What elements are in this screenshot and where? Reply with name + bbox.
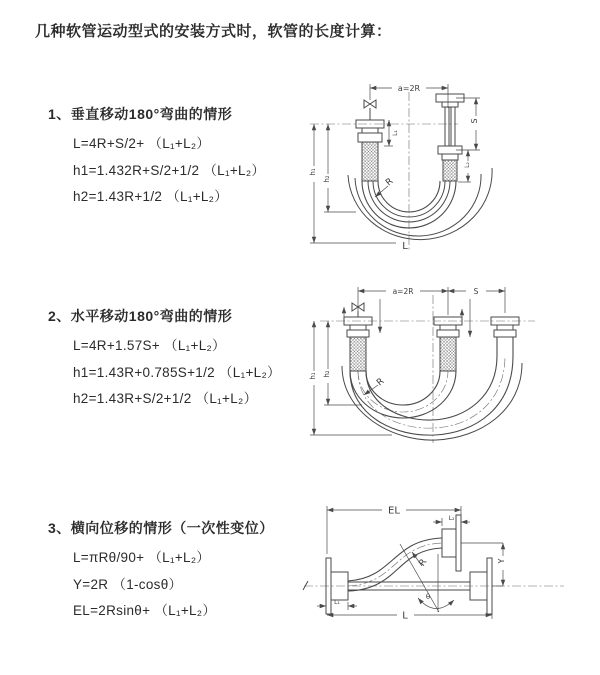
dim-label-y: Y bbox=[497, 558, 506, 564]
dim-label-s: S bbox=[470, 118, 479, 124]
formula-y: Y=2R （1-cosθ） bbox=[73, 576, 183, 592]
diagram-2-svg bbox=[300, 281, 560, 451]
dim-label-length: L bbox=[402, 610, 408, 622]
dim-label-h1: h₁ bbox=[309, 168, 317, 176]
page-title: 几种软管运动型式的安装方式时，软管的长度计算： bbox=[35, 23, 392, 40]
dimension-h-inner bbox=[323, 124, 356, 212]
section-horizontal-180 bbox=[48, 306, 281, 413]
dimension-el bbox=[327, 506, 461, 555]
formula-length: L=4R+S/2+ （L₁+L₂） bbox=[73, 136, 211, 151]
dimension-l bbox=[327, 606, 492, 622]
dim-label-radius: R bbox=[375, 376, 387, 389]
fitting-1 bbox=[344, 317, 372, 371]
dim-label-el: EL bbox=[388, 505, 400, 517]
dim-label-l2: L₂ bbox=[448, 515, 455, 522]
section-lateral-displacement bbox=[48, 518, 274, 625]
diagram-horizontal-180 bbox=[300, 281, 560, 451]
formula-length: L=4R+1.57S+ （L₁+L₂） bbox=[73, 338, 226, 353]
section-1-heading: 1、垂直移动180°弯曲的情形 bbox=[48, 106, 233, 122]
dim-label-h2: h₂ bbox=[323, 370, 331, 378]
dimension-y bbox=[497, 543, 506, 586]
dimension-l2 bbox=[458, 150, 471, 182]
fitting-2 bbox=[434, 317, 462, 371]
dim-label-a2r: a=2R bbox=[392, 287, 414, 296]
right-fitting bbox=[436, 94, 464, 181]
hose-u-bend-displaced bbox=[342, 356, 522, 440]
dimension-s bbox=[456, 98, 480, 150]
dim-label-theta: θ bbox=[425, 593, 431, 601]
section-2-heading: 2、水平移动180°弯曲的情形 bbox=[48, 308, 233, 324]
diagram-1-svg bbox=[298, 78, 548, 253]
formula-h2: h2=1.43R+S/2+1/2 （L₁+L₂） bbox=[73, 391, 258, 406]
formula-h1: h1=1.43R+0.785S+1/2 （L₁+L₂） bbox=[73, 364, 281, 380]
dim-label-s: S bbox=[473, 287, 479, 296]
left-fitting bbox=[356, 120, 384, 181]
dimension-s bbox=[448, 287, 505, 296]
dim-label-h2: h₂ bbox=[323, 175, 331, 183]
position-arrows bbox=[344, 299, 470, 337]
diagram-lateral-displacement bbox=[302, 502, 594, 634]
diagram-vertical-180 bbox=[298, 78, 548, 253]
section-3-heading: 3、横向位移的情形（一次性变位） bbox=[48, 520, 274, 536]
dim-label-h1: h₁ bbox=[309, 372, 317, 380]
dimension-l1 bbox=[317, 599, 357, 610]
dim-label-radius: R bbox=[417, 557, 430, 569]
formula-h1: h1=1.432R+S/2+1/2 （L₁+L₂） bbox=[73, 162, 266, 178]
section-1-formulas bbox=[48, 131, 265, 211]
dim-label-l1: L₁ bbox=[392, 130, 399, 136]
section-3-formulas bbox=[48, 545, 274, 625]
radius-callout bbox=[412, 552, 429, 568]
fitting-3-displaced bbox=[491, 317, 519, 356]
dim-label-length: L bbox=[402, 241, 408, 252]
section-vertical-180 bbox=[48, 104, 265, 211]
formula-h2: h2=1.43R+1/2 （L₁+L₂） bbox=[73, 189, 229, 204]
diagram-3-svg bbox=[302, 502, 594, 634]
dim-label-l1: L₁ bbox=[334, 599, 340, 606]
angle-theta bbox=[400, 544, 454, 612]
dim-label-radius: R bbox=[384, 176, 396, 189]
dim-label-a2r: a=2R bbox=[397, 84, 421, 93]
formula-el: EL=2Rsinθ+ （L₁+L₂） bbox=[73, 603, 217, 618]
dimension-l2 bbox=[433, 515, 470, 526]
formula-length: L=πRθ/90+ （L₁+L₂） bbox=[73, 550, 211, 565]
section-2-formulas bbox=[48, 333, 281, 413]
dim-label-l2: L₂ bbox=[464, 162, 471, 168]
valve-icon bbox=[364, 100, 376, 120]
upper-flange-displaced bbox=[442, 515, 503, 571]
